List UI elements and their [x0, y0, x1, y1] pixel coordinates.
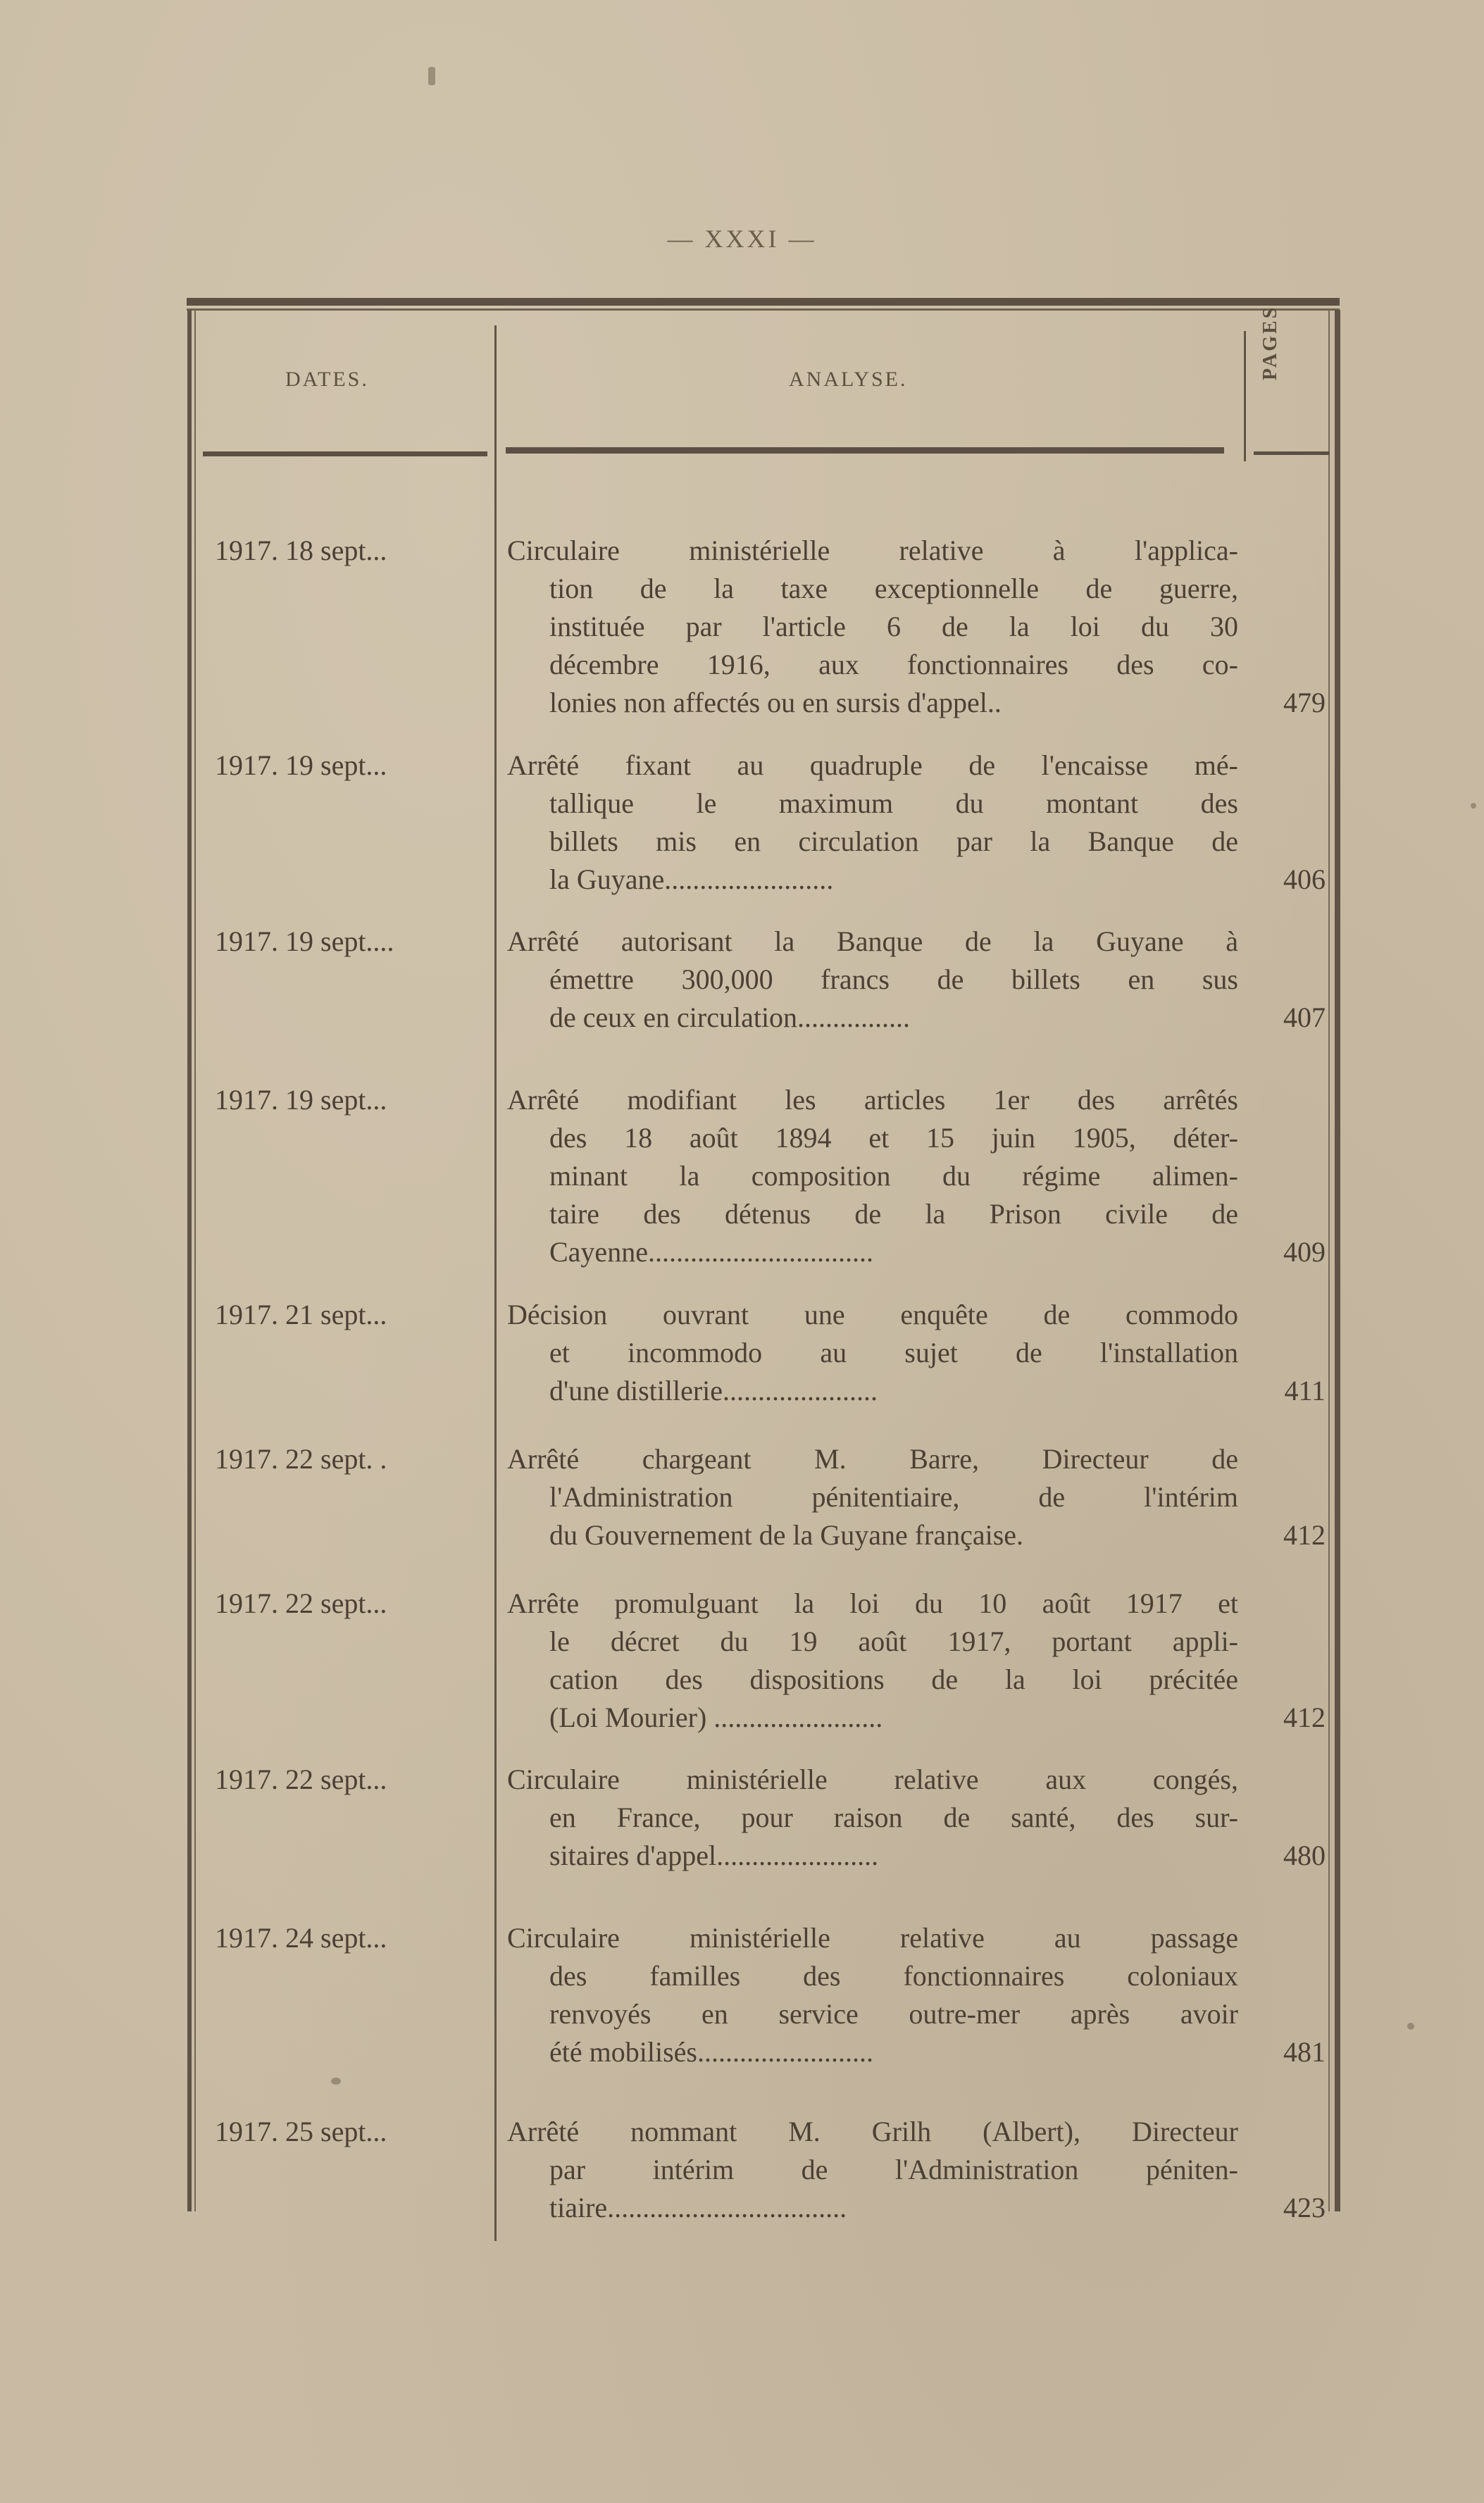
entry-analysis-line: cation des dispositions de la loi précitée: [549, 1664, 1238, 1695]
entry-page-number: 412: [1283, 1519, 1326, 1551]
page-number: — XXXI —: [667, 225, 817, 253]
header-pages: PAGES.: [1259, 298, 1281, 380]
entry-date: 1917. 19 sept...: [215, 1084, 387, 1116]
entry-analysis-line: le décret du 19 août 1917, portant appli-: [549, 1625, 1238, 1657]
entry-page-number: 407: [1283, 1001, 1326, 1033]
entry-date: 1917. 22 sept. .: [215, 1443, 387, 1475]
entry-analysis-line: Cayenne................................: [549, 1236, 873, 1268]
entry-date: 1917. 25 sept...: [215, 2116, 387, 2147]
entry-analysis-line: Arrête promulguant la loi du 10 août 1917 et: [507, 1587, 1238, 1619]
entry-analysis-line: (Loi Mourier) ........................: [549, 1702, 883, 1733]
entry-analysis-line: Décision ouvrant une enquête de commodo: [507, 1299, 1238, 1330]
header-dates: DATES.: [285, 368, 369, 391]
entry-analysis-line: minant la composition du régime alimen-: [549, 1160, 1238, 1192]
entry-analysis-line: en France, pour raison de santé, des sur-: [549, 1802, 1238, 1833]
entry-date: 1917. 22 sept...: [215, 1587, 387, 1619]
entry-analysis-line: de ceux en circulation................: [549, 1001, 911, 1033]
entry-page-number: 409: [1283, 1236, 1326, 1268]
entry-analysis-line: Arrêté nommant M. Grilh (Albert), Directeur: [507, 2116, 1238, 2147]
entry-analysis-line: tallique le maximum du montant des: [549, 787, 1238, 819]
entry-page-number: 412: [1283, 1702, 1326, 1733]
ink-speck: [1407, 2023, 1414, 2030]
entry-analysis-line: Arrêté chargeant M. Barre, Directeur de: [507, 1443, 1238, 1475]
entry-date: 1917. 18 sept...: [215, 535, 387, 566]
entry-analysis-line: d'une distillerie......................: [549, 1375, 878, 1406]
entry-analysis-line: par intérim de l'Administration péniten-: [549, 2154, 1238, 2185]
ink-speck: [428, 67, 435, 85]
entry-analysis: [507, 1440, 1238, 1554]
entry-analysis-line: taire des détenus de la Prison civile de: [549, 1198, 1238, 1230]
entry-analysis-line: lonies non affectés ou en sursis d'appel..: [549, 687, 1002, 718]
entry-analysis-line: Circulaire ministérielle relative à l'applica-: [507, 535, 1238, 566]
header-analyse: ANALYSE.: [789, 368, 908, 391]
entry-analysis-line: instituée par l'article 6 de la loi du 30: [549, 611, 1238, 642]
entry-analysis-line: des familles des fonctionnaires coloniaux: [549, 1960, 1238, 1992]
entry-date: 1917. 19 sept...: [215, 749, 387, 781]
entry-analysis-line: Circulaire ministérielle relative aux congés,: [507, 1764, 1238, 1795]
entry-analysis-line: sitaires d'appel.......................: [549, 1840, 879, 1871]
entry-page-number: 406: [1283, 863, 1326, 895]
entry-analysis-line: et incommodo au sujet de l'installation: [549, 1337, 1238, 1368]
entry-date: 1917. 21 sept...: [215, 1299, 387, 1330]
entry-analysis-line: été mobilisés.........................: [549, 2036, 873, 2068]
entry-analysis-line: tiaire..................................: [549, 2192, 847, 2223]
entry-page-number: 411: [1284, 1375, 1326, 1406]
entry-analysis-line: billets mis en circulation par la Banque de: [549, 825, 1238, 857]
entry-analysis-line: l'Administration pénitentiaire, de l'intérim: [549, 1481, 1238, 1513]
entry-analysis-line: Arrêté modifiant les articles 1er des arrêtés: [507, 1084, 1238, 1116]
entry-page-number: 423: [1283, 2192, 1326, 2223]
entry-analysis: [507, 1296, 1238, 1410]
entry-analysis: [507, 532, 1238, 722]
entry-analysis: [507, 1081, 1238, 1271]
entry-analysis-line: du Gouvernement de la Guyane française.: [549, 1519, 1024, 1551]
entry-date: 1917. 22 sept...: [215, 1764, 387, 1795]
entry-analysis-line: décembre 1916, aux fonctionnaires des co-: [549, 649, 1238, 680]
entry-analysis: [507, 923, 1238, 1037]
entry-analysis: [507, 747, 1238, 899]
entry-analysis-line: émettre 300,000 francs de billets en sus: [549, 963, 1238, 995]
entry-analysis-line: des 18 août 1894 et 15 juin 1905, déter-: [549, 1122, 1238, 1154]
entry-analysis-line: Arrêté fixant au quadruple de l'encaisse mé-: [507, 749, 1238, 781]
entry-analysis: [507, 1761, 1238, 1875]
ink-speck: [1471, 803, 1476, 809]
entry-analysis-line: Arrêté autorisant la Banque de la Guyane à: [507, 925, 1238, 957]
ink-speck: [331, 2078, 341, 2085]
entry-date: 1917. 19 sept....: [215, 925, 394, 957]
entry-analysis-line: tion de la taxe exceptionnelle de guerre,: [549, 573, 1238, 604]
entry-analysis-line: renvoyés en service outre-mer après avoir: [549, 1998, 1238, 2030]
entry-page-number: 479: [1283, 687, 1326, 718]
entry-analysis-line: la Guyane........................: [549, 863, 834, 895]
entry-page-number: 480: [1283, 1840, 1326, 1871]
entry-date: 1917. 24 sept...: [215, 1922, 387, 1954]
entry-analysis: [507, 1585, 1238, 1737]
entry-analysis-line: Circulaire ministérielle relative au passage: [507, 1922, 1238, 1954]
entry-page-number: 481: [1283, 2036, 1326, 2068]
entry-analysis: [507, 1919, 1238, 2071]
entry-analysis: [507, 2113, 1238, 2227]
